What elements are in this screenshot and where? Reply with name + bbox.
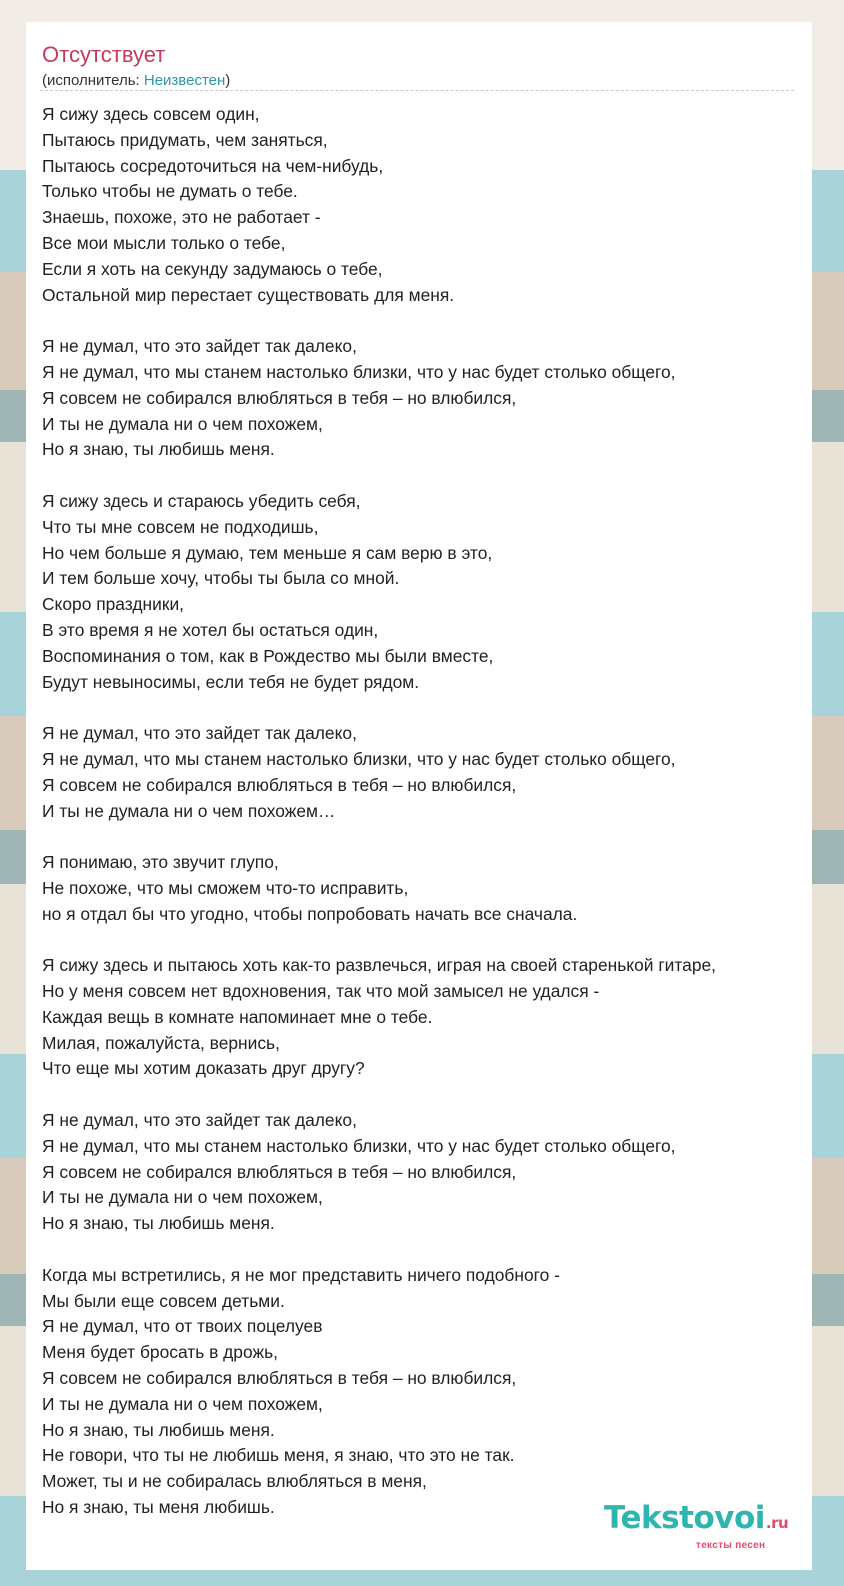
lyrics-line: И ты не думала ни о чем похожем, <box>42 413 323 434</box>
lyrics-stanza <box>42 1263 812 1521</box>
logo-wordmark <box>604 1500 788 1536</box>
lyrics-line: Я сижу здесь и стараюсь убедить себя, <box>42 490 361 511</box>
lyrics-line: Я не думал, что мы станем настолько близки, что у нас будет столько общего, <box>42 361 676 382</box>
lyrics-stanza <box>42 953 812 1082</box>
lyrics-line: Каждая вещь в комнате напоминает мне о тебе. <box>42 1006 433 1027</box>
lyrics-line: И ты не думала ни о чем похожем, <box>42 1393 323 1414</box>
lyrics-line: Пытаюсь сосредоточиться на чем-нибудь, <box>42 155 384 176</box>
lyrics-line: Пытаюсь придумать, чем заняться, <box>42 129 328 150</box>
lyrics-line: Меня будет бросать в дрожь, <box>42 1342 278 1363</box>
lyrics-line: Но у меня совсем нет вдохновения, так что мой замысел не удался - <box>42 981 600 1002</box>
lyrics-line: Я не думал, что мы станем настолько близки, что у нас будет столько общего, <box>42 1135 676 1156</box>
lyrics-line: Я не думал, что от твоих поцелуев <box>42 1316 323 1337</box>
lyrics-line: Но я знаю, ты любишь меня. <box>42 1213 275 1234</box>
performer-line <box>42 72 230 89</box>
lyrics-line: Я совсем не собирался влюбляться в тебя – но влюбился, <box>42 1368 517 1389</box>
lyrics-line: Когда мы встретились, я не мог представить ничего подобного - <box>42 1264 560 1285</box>
lyrics-text <box>42 102 812 1547</box>
lyrics-line: Я не думал, что это зайдет так далеко, <box>42 1110 357 1131</box>
lyrics-line: Мы были еще совсем детьми. <box>42 1290 285 1311</box>
lyrics-line: Не говори, что ты не любишь меня, я знаю, что это не так. <box>42 1445 515 1466</box>
song-title: Отсутствует <box>42 42 166 67</box>
logo-tagline: тексты песен <box>696 1540 766 1551</box>
lyrics-line: И ты не думала ни о чем похожем… <box>42 800 336 821</box>
lyrics-line: В это время я не хотел бы остаться один, <box>42 619 379 640</box>
lyrics-line: Скоро праздники, <box>42 594 184 615</box>
lyrics-line: Но я знаю, ты любишь меня. <box>42 1419 275 1440</box>
title-divider <box>40 90 794 91</box>
lyrics-line: Может, ты и не собиралась влюбляться в меня, <box>42 1471 427 1492</box>
lyrics-line: Остальной мир перестает существовать для меня. <box>42 284 455 305</box>
lyrics-stanza <box>42 850 812 927</box>
lyrics-line: Что еще мы хотим доказать друг другу? <box>42 1058 365 1079</box>
lyrics-line: Но я знаю, ты меня любишь. <box>42 1497 275 1518</box>
lyrics-line: но я отдал бы что угодно, чтобы попробовать начать все сначала. <box>42 903 578 924</box>
artist-link[interactable]: Неизвестен <box>143 72 226 89</box>
lyrics-line: Знаешь, похоже, это не работает - <box>42 207 321 228</box>
lyrics-line: Я сижу здесь и пытаюсь хоть как-то развлечься, играя на своей старенькой гитаре, <box>42 955 716 976</box>
lyrics-line: Я совсем не собирался влюбляться в тебя – но влюбился, <box>42 387 517 408</box>
lyrics-line: Но я знаю, ты любишь меня. <box>42 439 275 460</box>
lyrics-line: Я совсем не собирался влюбляться в тебя – но влюбился, <box>42 774 517 795</box>
lyrics-line: Что ты мне совсем не подходишь, <box>42 516 319 537</box>
lyrics-line: Я понимаю, это звучит глупо, <box>42 852 279 873</box>
lyrics-stanza <box>42 489 812 695</box>
lyrics-line: Я не думал, что это зайдет так далеко, <box>42 336 357 357</box>
lyrics-line: И тем больше хочу, чтобы ты была со мной. <box>42 568 400 589</box>
lyrics-line: Все мои мысли только о тебе, <box>42 232 286 253</box>
logo-tld: .ru <box>765 1514 789 1532</box>
lyrics-line: Если я хоть на секунду задумаюсь о тебе, <box>42 258 383 279</box>
lyrics-stanza <box>42 334 812 463</box>
site-logo[interactable] <box>604 1500 812 1556</box>
lyrics-stanza <box>42 102 812 308</box>
lyrics-line: Будут невыносимы, если тебя не будет рядом. <box>42 671 420 692</box>
logo-name: Tekstovoi <box>604 1500 765 1536</box>
lyrics-line: Милая, пожалуйста, вернись, <box>42 1032 280 1053</box>
lyrics-line: Я не думал, что это зайдет так далеко, <box>42 723 357 744</box>
lyrics-line: Но чем больше я думаю, тем меньше я сам верю в это, <box>42 542 493 563</box>
lyrics-line: Я не думал, что мы станем настолько близки, что у нас будет столько общего, <box>42 748 676 769</box>
lyrics-line: Воспоминания о том, как в Рождество мы были вместе, <box>42 645 494 666</box>
lyrics-line: Только чтобы не думать о тебе. <box>42 181 298 202</box>
lyrics-line: Я сижу здесь совсем один, <box>42 104 260 124</box>
lyrics-line: Не похоже, что мы сможем что-то исправить, <box>42 877 409 898</box>
lyrics-line: Я совсем не собирался влюбляться в тебя – но влюбился, <box>42 1161 517 1182</box>
performer-suffix: ) <box>225 72 231 89</box>
lyrics-stanza <box>42 1108 812 1237</box>
lyrics-line: И ты не думала ни о чем похожем, <box>42 1187 323 1208</box>
performer-prefix: (исполнитель: <box>42 72 144 89</box>
lyrics-stanza <box>42 721 812 824</box>
lyrics-card <box>26 22 812 1570</box>
